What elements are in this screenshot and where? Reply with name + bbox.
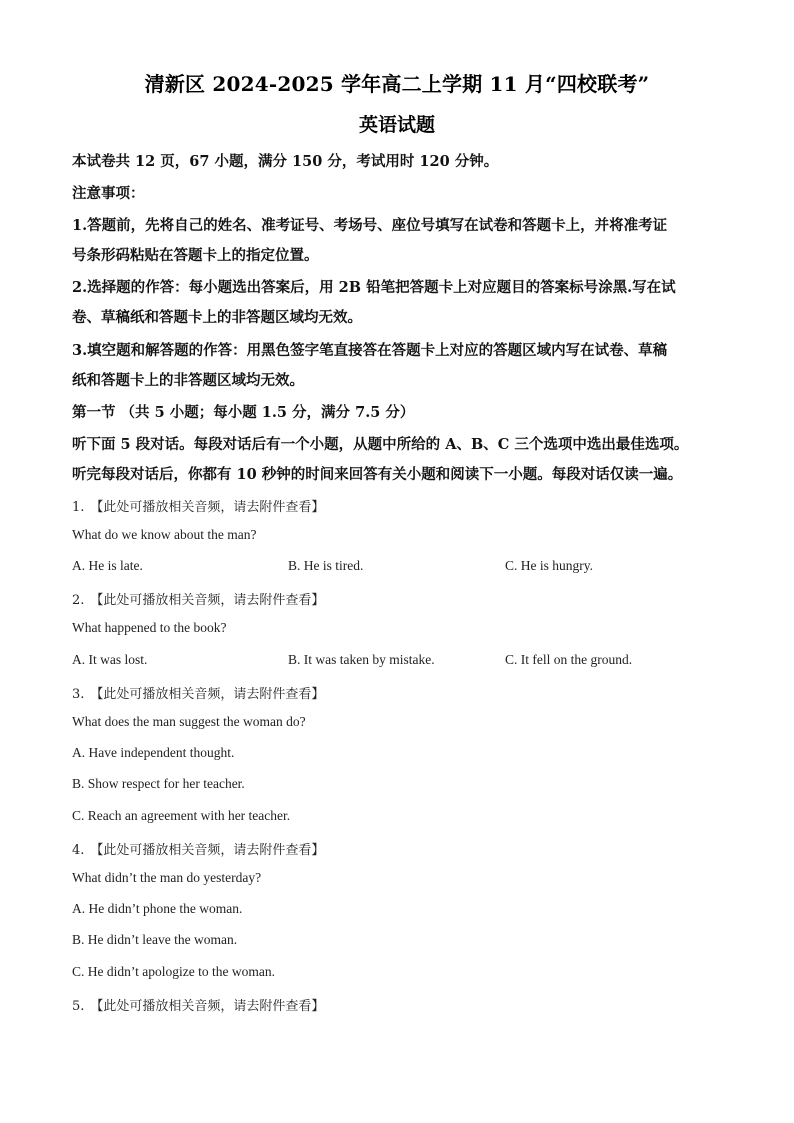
section-directions-line-2: 听完每段对话后，你都有 10 秒钟的时间来回答有关小题和阅读下一小题。每段对话仅读一遍。 (72, 466, 683, 483)
question-3-option-b: B. Show respect for her teacher. (72, 776, 245, 791)
exam-intro: 本试卷共 12 页，67 小题，满分 150 分，考试用时 120 分钟。 (72, 153, 499, 170)
question-3-option-a: A. Have independent thought. (72, 745, 235, 760)
exam-subtitle: 英语试题 (358, 114, 435, 136)
audio-note-q4[interactable] (72, 839, 324, 858)
question-2-text: What happened to the book? (72, 620, 227, 635)
audio-note-q5[interactable] (72, 995, 324, 1014)
section-heading: 第一节 （共 5 小题；每小题 1.5 分，满分 7.5 分） (72, 404, 415, 421)
question-number: 1. (72, 500, 85, 515)
rule-1-line-1: 1.答题前，先将自己的姓名、准考证号、考场号、座位号填写在试卷和答题卡上，并将准考证 (72, 217, 668, 234)
question-4-option-b: B. He didn’t leave the woman. (72, 932, 238, 947)
question-number: 4. (72, 843, 85, 858)
question-2-option-c: C. It fell on the ground. (505, 652, 633, 667)
audio-note-text: 【此处可播放相关音频，请去附件查看】 (90, 687, 325, 702)
question-number: 2. (72, 593, 85, 608)
rule-2-line-1: 2.选择题的作答：每小题选出答案后，用 2B 铅笔把答题卡上对应题目的答案标号涂黑.写在试 (72, 279, 676, 296)
question-3-text: What does the man suggest the woman do? (72, 714, 306, 729)
question-1-option-b: B. He is tired. (288, 558, 364, 573)
section-directions-line-1: 听下面 5 段对话。每段对话后有一个小题，从题中所给的 A、B、C 三个选项中选出最佳选项。 (72, 436, 689, 453)
question-1-option-c: C. He is hungry. (505, 558, 593, 573)
question-number: 5. (72, 999, 85, 1014)
question-3-option-c: C. Reach an agreement with her teacher. (72, 808, 291, 823)
question-2-option-b: B. It was taken by mistake. (288, 652, 435, 667)
audio-note-q1[interactable] (72, 496, 324, 515)
question-number: 3. (72, 687, 85, 702)
question-4-text: What didn’t the man do yesterday? (72, 870, 262, 885)
audio-note-text: 【此处可播放相关音频，请去附件查看】 (90, 593, 325, 608)
audio-note-text: 【此处可播放相关音频，请去附件查看】 (90, 999, 325, 1014)
question-2-option-a: A. It was lost. (72, 652, 148, 667)
rule-1-line-2: 号条形码粘贴在答题卡上的指定位置。 (72, 247, 319, 264)
question-4-option-a: A. He didn’t phone the woman. (72, 901, 243, 916)
exam-title: 清新区 2024-2025 学年高二上学期 11 月“四校联考” (144, 72, 650, 96)
audio-note-text: 【此处可播放相关音频，请去附件查看】 (90, 500, 325, 515)
question-4-option-c: C. He didn’t apologize to the woman. (72, 964, 275, 979)
rule-2-line-2: 卷、草稿纸和答题卡上的非答题区域均无效。 (72, 309, 362, 326)
notice-heading: 注意事项： (72, 185, 145, 202)
rule-3-line-2: 纸和答题卡上的非答题区域均无效。 (72, 372, 304, 389)
audio-note-q2[interactable] (72, 589, 324, 608)
audio-note-q3[interactable] (72, 683, 324, 702)
audio-note-text: 【此处可播放相关音频，请去附件查看】 (90, 843, 325, 858)
question-1-text: What do we know about the man? (72, 527, 257, 542)
question-1-option-a: A. He is late. (72, 558, 143, 573)
rule-3-line-1: 3.填空题和解答题的作答：用黑色签字笔直接答在答题卡上对应的答题区域内写在试卷、草稿 (72, 342, 668, 359)
